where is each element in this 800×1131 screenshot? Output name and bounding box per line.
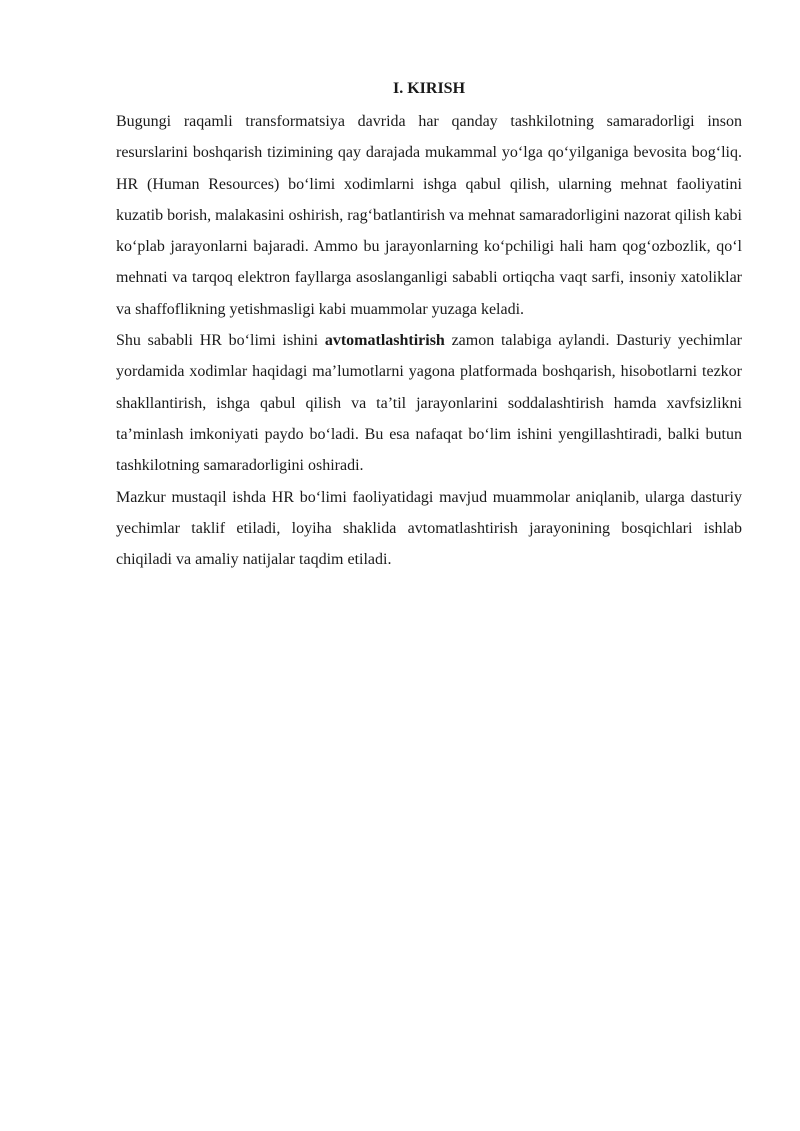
document-body <box>116 76 742 575</box>
paragraph-intro: Bugungi raqamli transformatsiya davrida har qanday tashkilotning samaradorligi inson resurslarini boshqarish tizimining qay darajada mukammal yo‘lga qo‘yilganiga bevosita bog‘liq. HR (Human Resources) bo‘limi xodimlarni ishga qabul qilish, ularning mehnat faoliyatini kuzatib borish, malakasini oshirish, rag‘batlantirish va mehnat samaradorligini nazorat qilish kabi ko‘plab jarayonlarni bajaradi. Ammo bu jarayonlarning ko‘pchiligi hali ham qog‘ozbozlik, qo‘l mehnati va tarqoq elektron fayllarga asoslanganligi sababli ortiqcha vaqt sarfi, insoniy xatoliklar va shaffoflikning yetishmasligi kabi muammolar yuzaga keladi. <box>116 113 742 318</box>
section-heading: I. KIRISH <box>392 80 466 97</box>
bold-term-automation: avtomatlashtirish <box>324 332 445 350</box>
paragraph-automation-start: Shu sababli HR bo‘limi ishini <box>116 332 325 350</box>
paragraph-automation <box>116 325 742 481</box>
paragraph-scope: Mazkur mustaqil ishda HR bo‘limi faoliyatidagi mavjud muammolar aniqlanib, ularga dasturiy yechimlar taklif etiladi, loyiha shaklida avtomatlashtirish jarayonining bosqichlari ishlab chiqiladi va amaliy natijalar taqdim etiladi. <box>116 488 742 569</box>
paragraph-automation-end: zamon talabiga aylandi. Dasturiy yechimlar yordamida xodimlar haqidagi ma’lumotlarni yagona platformada boshqarish, hisobotlarni tezkor shakllantirish, ishga qabul qilish va ta’til jarayonlarini soddalashtirish hamda xavfsizlikni ta’minlash imkoniyati paydo bo‘ladi. Bu esa nafaqat bo‘lim ishini yengillashtiradi, balki butun tashkilotning samaradorligini oshiradi. <box>116 332 742 475</box>
